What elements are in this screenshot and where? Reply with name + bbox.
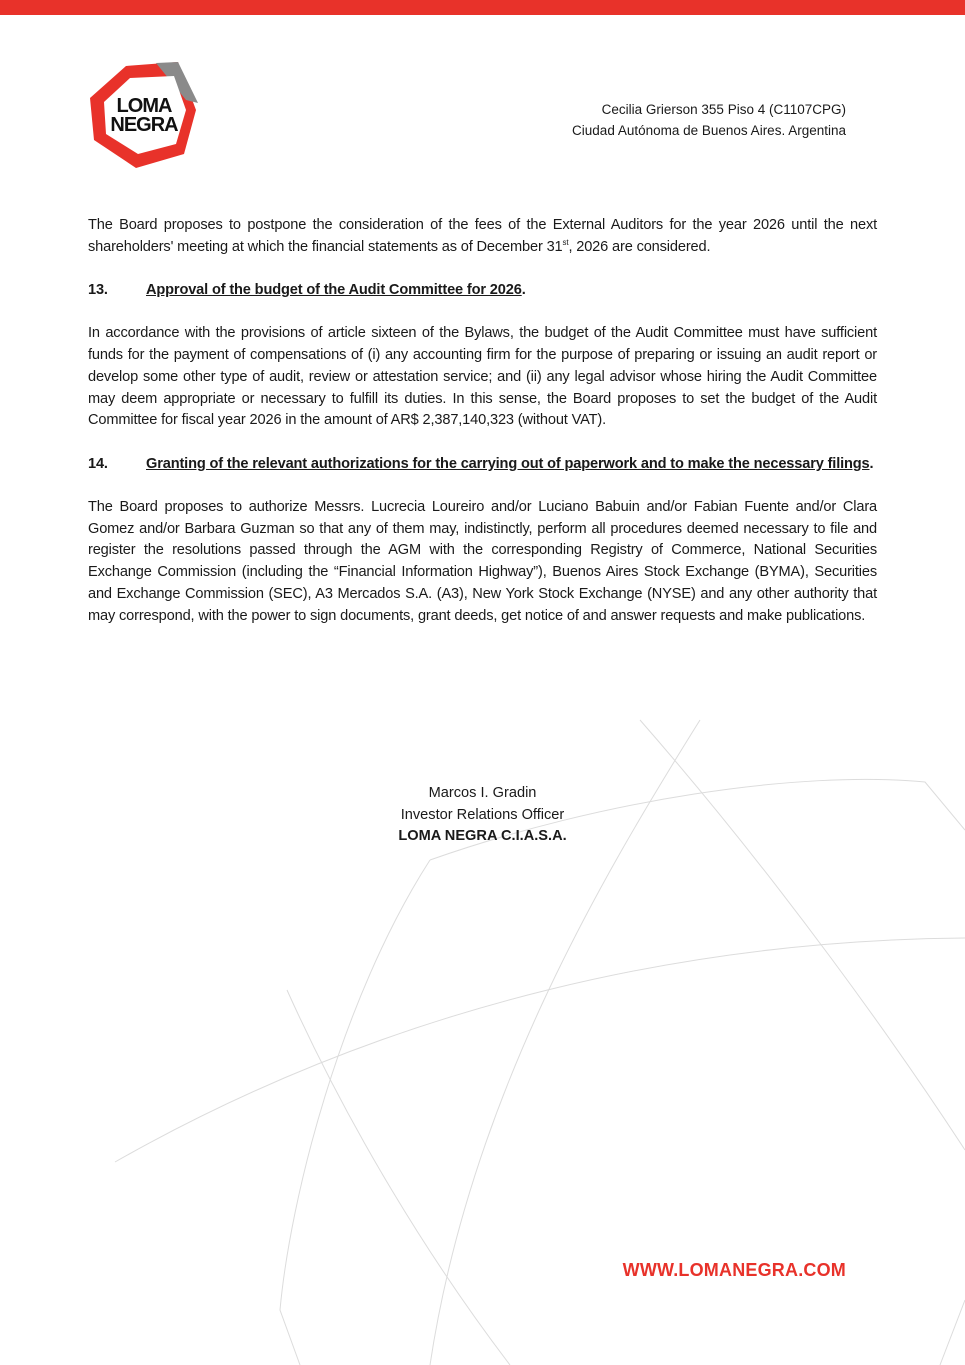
document-body <box>88 215 877 649</box>
item-number: 13. <box>88 282 108 299</box>
period: . <box>521 282 526 299</box>
website-link[interactable]: WWW.LOMANEGRA.COM <box>622 1260 846 1280</box>
text: , 2026 are considered. <box>568 238 711 255</box>
superscript: st <box>562 237 569 247</box>
signature-block <box>0 783 965 848</box>
item-14-paragraph: The Board proposes to authorize Messrs. Lucrecia Loureiro and/or Luciano Babuin and/or Fabian Fuente and/or Clara Gomez and/or Barbara Guzman so that any of them may, indistinctly, perform all procedures deemed necessary to file and register the resolutions passed through the AGM with the corresponding Registry of Commerce, National Securities Exchange Commission (including the “Financial Information Highway”), Buenos Aires Stock Exchange (BYMA), Securities and Exchange Commission (SEC), A3 Mercados S.A. (A3), New York Stock Exchange (NYSE) and any other authority that may correspond, with the power to sign documents, grant deeds, get notice of and answer requests and make publications. <box>88 499 877 624</box>
svg-text:LOMA: LOMA <box>116 95 172 117</box>
address-line-1: Cecilia Grierson 355 Piso 4 (C1107CPG) <box>601 102 846 117</box>
signatory-role: Investor Relations Officer <box>400 806 565 823</box>
item-number: 14. <box>88 455 108 472</box>
company-address <box>572 99 846 141</box>
company-name: LOMA NEGRA C.I.A.S.A. <box>398 828 567 845</box>
svg-text:NEGRA: NEGRA <box>110 114 178 136</box>
text: The Board proposes to postpone the consideration of the fees of the External Auditors for the year 2026 until the next shareholders' meeting at which the financial statements as of December 31 <box>88 217 877 255</box>
loma-negra-logo <box>86 58 204 172</box>
item-title: Approval of the budget of the Audit Committee for 2026 <box>146 282 522 299</box>
item-title: Granting of the relevant authorizations for the carrying out of paperwork and to make the necessary filings <box>146 455 870 472</box>
period: . <box>869 455 874 472</box>
address-line-2: Ciudad Autónoma de Buenos Aires. Argentina <box>572 123 846 138</box>
item-14-heading <box>88 454 877 476</box>
signatory-name: Marcos I. Gradin <box>428 785 537 801</box>
item-13-paragraph: In accordance with the provisions of article sixteen of the Bylaws, the budget of the Audit Committee must have sufficient funds for the payment of compensations of (i) any accounting firm for the purpose of preparing or issuing an audit report or develop some other type of audit, review or attestation service; and (ii) any legal advisor whose hiring the Audit Committee may deem appropriate or necessary to fulfill its duties. In this sense, the Board proposes to set the budget of the Audit Committee for fiscal year 2026 in the amount of AR$ 2,387,140,323 (without VAT). <box>88 325 877 429</box>
auditor-fees-paragraph <box>88 215 877 258</box>
item-13-heading <box>88 280 877 302</box>
